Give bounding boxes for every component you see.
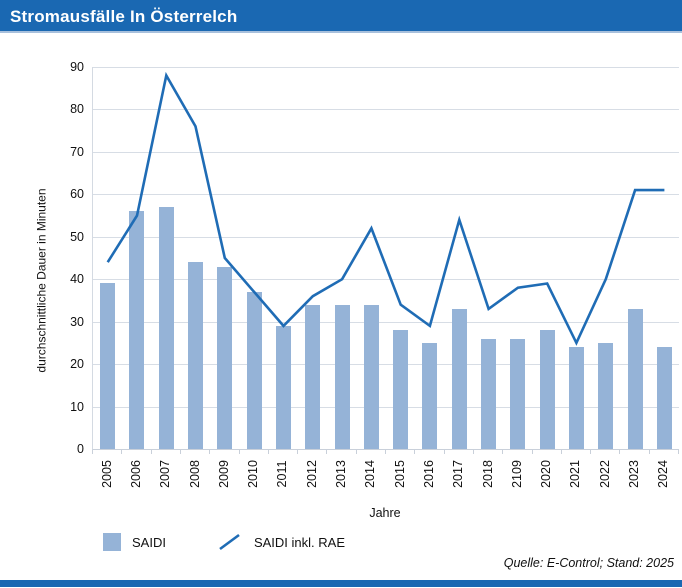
x-tick-mark xyxy=(180,450,181,454)
x-tick-mark xyxy=(473,450,474,454)
x-tick-label: 2109 xyxy=(509,460,524,488)
x-tick-mark xyxy=(649,450,650,454)
x-tick-label: 2009 xyxy=(216,460,231,488)
x-tick-label: 2008 xyxy=(187,460,202,488)
x-tick-label: 2005 xyxy=(99,460,114,488)
x-tick-mark xyxy=(326,450,327,454)
x-tick-label: 2021 xyxy=(568,460,583,488)
legend-saidi-label: SAIDI xyxy=(132,534,166,550)
header-bar xyxy=(0,0,682,33)
x-tick-label: 2016 xyxy=(421,460,436,488)
x-tick-label: 2007 xyxy=(158,460,173,488)
x-tick-mark xyxy=(590,450,591,454)
y-tick-label: 50 xyxy=(70,229,84,244)
y-axis-title: durchschnittliche Dauer in Minuten xyxy=(34,188,49,373)
x-tick-mark xyxy=(444,450,445,454)
x-axis-title: Jahre xyxy=(369,506,401,520)
legend xyxy=(103,532,345,552)
x-tick-label: 2013 xyxy=(334,460,349,488)
x-tick-mark xyxy=(385,450,386,454)
y-tick-label: 40 xyxy=(70,272,84,287)
x-tick-label: 2012 xyxy=(304,460,319,488)
x-tick-mark xyxy=(209,450,210,454)
x-tick-mark xyxy=(619,450,620,454)
y-tick-label: 80 xyxy=(70,102,84,117)
x-tick-mark xyxy=(239,450,240,454)
legend-saidi-swatch xyxy=(103,533,121,551)
plot-area xyxy=(92,67,679,450)
x-tick-mark xyxy=(502,450,503,454)
y-tick-label: 0 xyxy=(77,442,84,456)
y-tick-label: 60 xyxy=(70,187,84,202)
x-tick-mark xyxy=(678,450,679,454)
legend-rae-label: SAIDI inkl. RAE xyxy=(253,534,345,550)
line-series xyxy=(93,67,679,449)
legend-line-marker-icon xyxy=(218,533,242,551)
x-tick-mark xyxy=(151,450,152,454)
x-tick-label: 2023 xyxy=(627,460,642,488)
x-tick-mark xyxy=(532,450,533,454)
x-tick-label: 2017 xyxy=(451,460,466,488)
y-tick-label: 90 xyxy=(70,60,84,74)
source-note: Quelle: E-Control; Stand: 2025 xyxy=(503,556,674,570)
y-tick-label: 70 xyxy=(70,144,84,159)
x-tick-label: 2020 xyxy=(539,460,554,488)
x-tick-mark xyxy=(268,450,269,454)
x-tick-mark xyxy=(92,450,93,454)
x-tick-label: 2022 xyxy=(597,460,612,488)
y-tick-label: 10 xyxy=(70,399,84,414)
x-tick-label: 2014 xyxy=(363,460,378,488)
x-tick-mark xyxy=(356,450,357,454)
x-tick-label: 2018 xyxy=(480,460,495,488)
x-tick-mark xyxy=(297,450,298,454)
y-tick-label: 20 xyxy=(70,357,84,372)
x-tick-label: 2024 xyxy=(656,460,671,488)
x-tick-label: 2006 xyxy=(128,460,143,488)
x-tick-mark xyxy=(121,450,122,454)
y-tick-label: 30 xyxy=(70,314,84,329)
x-tick-mark xyxy=(414,450,415,454)
x-tick-mark xyxy=(561,450,562,454)
x-tick-label: 2011 xyxy=(275,460,290,488)
x-tick-label: 2010 xyxy=(246,460,261,488)
footer-bar xyxy=(0,580,682,587)
page-title: Stromausfälle In Österrelch xyxy=(10,7,238,26)
x-tick-label: 2015 xyxy=(392,460,407,488)
